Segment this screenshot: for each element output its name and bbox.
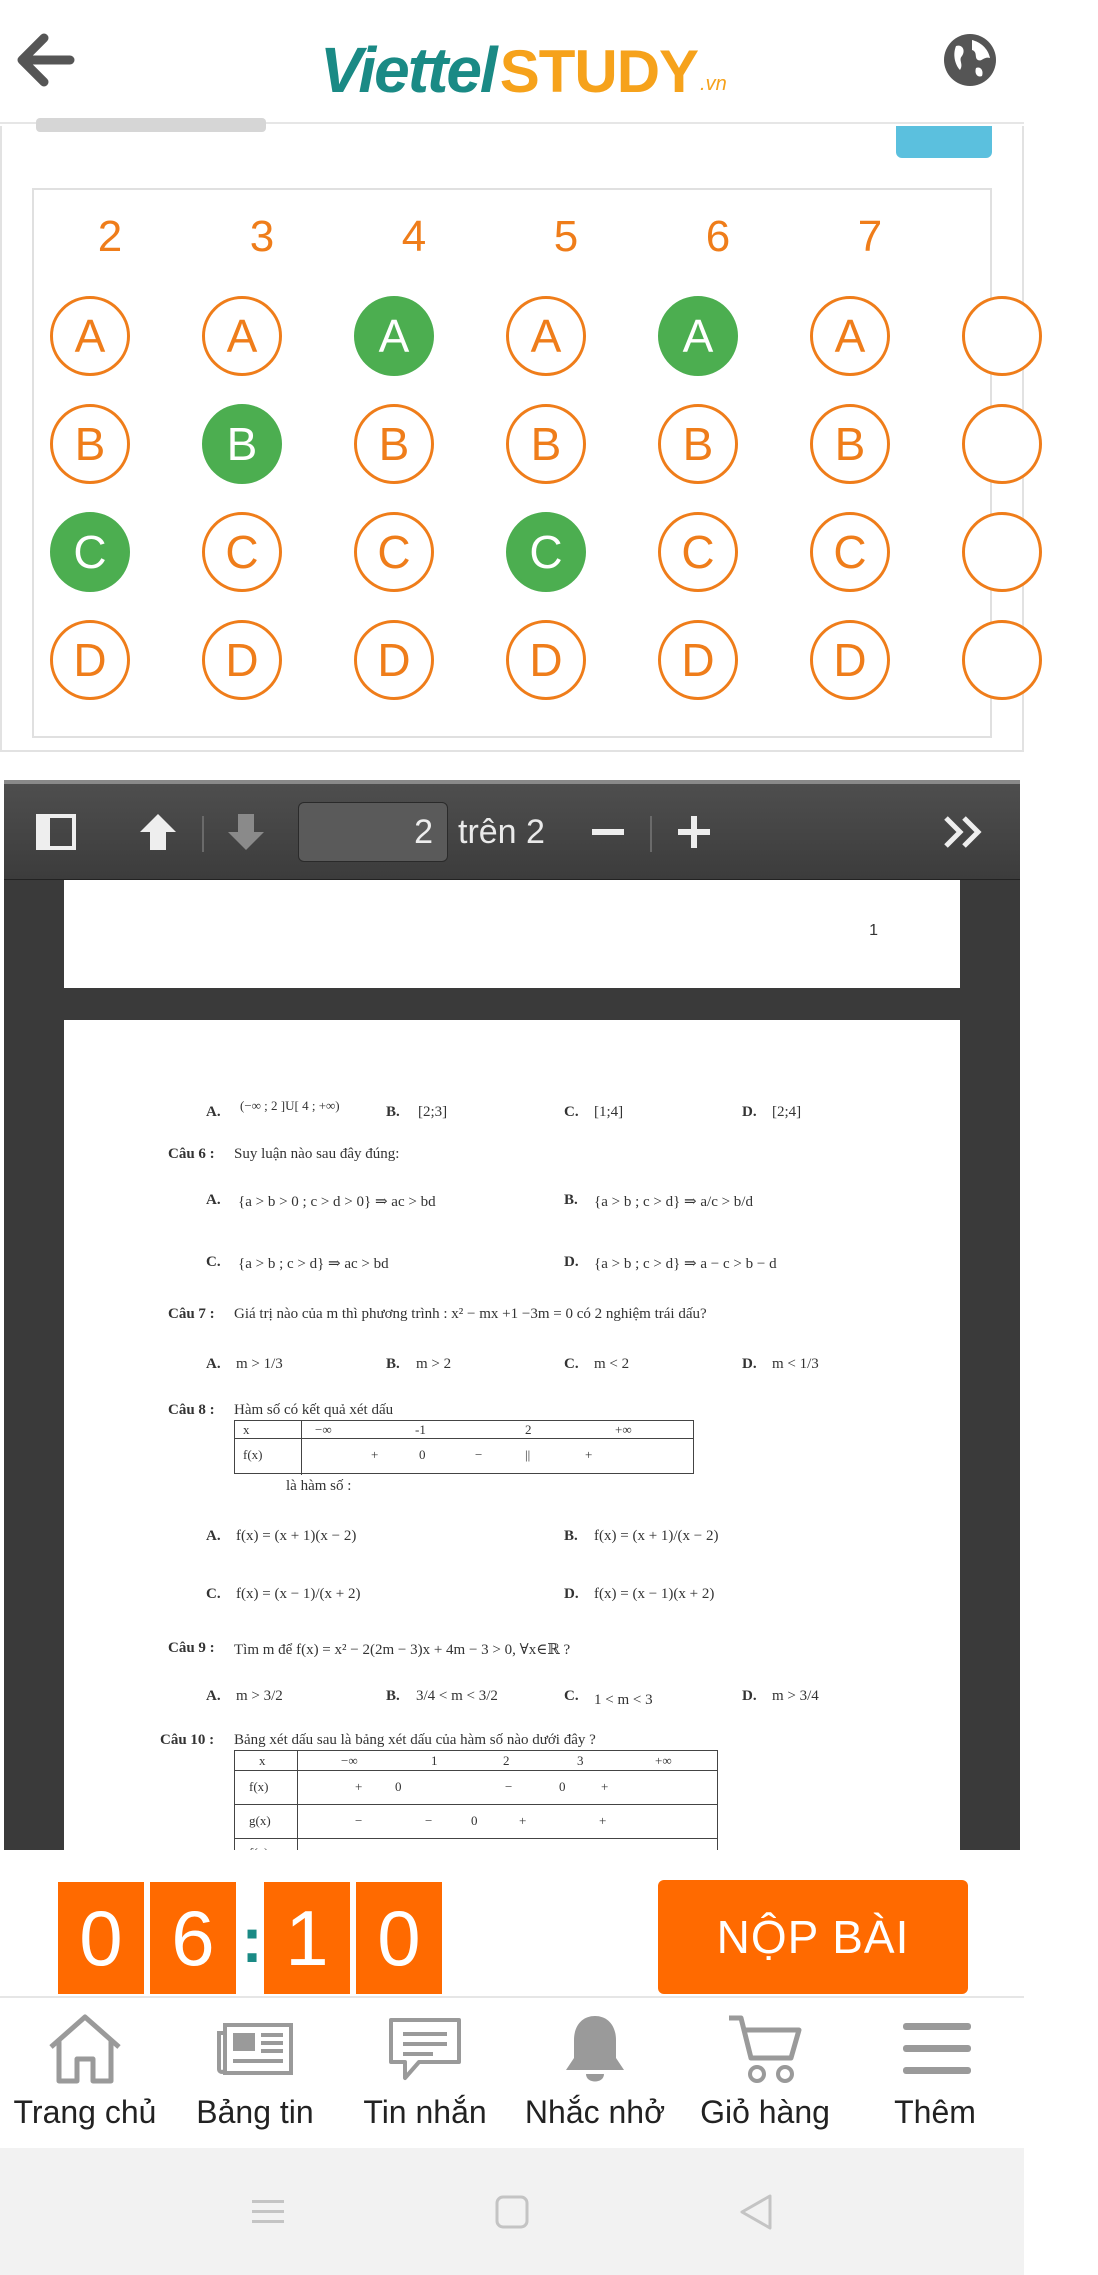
home-icon xyxy=(42,2010,128,2088)
option-label: D. xyxy=(564,1586,579,1602)
question-label: Câu 9 : xyxy=(168,1640,215,1656)
toolbar-separator xyxy=(202,816,204,852)
option-text: f(x) = (x + 1)(x − 2) xyxy=(236,1528,357,1544)
option-text: m > 2 xyxy=(416,1356,452,1372)
nav-item-more[interactable] xyxy=(850,1998,1024,2150)
option-text: m < 1/3 xyxy=(772,1356,819,1372)
nav-label: Thêm xyxy=(894,2094,976,2130)
table-cell: 0 xyxy=(395,1779,402,1794)
answer-option-d[interactable] xyxy=(962,620,1042,700)
pdf-page-2 xyxy=(64,1020,960,1870)
question-text: Tìm m để f(x) = x² − 2(2m − 3)x + 4m − 3 > 0, ∀x∈ℝ ? xyxy=(234,1642,571,1658)
nav-label: Trang chủ xyxy=(13,2094,157,2130)
option-text: 3/4 < m < 3/2 xyxy=(416,1688,498,1704)
table-cell: 2 xyxy=(525,1422,532,1437)
home-square-icon xyxy=(492,2192,532,2232)
sidebar-toggle-button[interactable] xyxy=(26,802,86,862)
option-label: A. xyxy=(206,1192,221,1208)
nav-label: Giỏ hàng xyxy=(700,2094,830,2130)
table-cell: + xyxy=(355,1779,363,1794)
answer-option-b[interactable]: B xyxy=(810,404,890,484)
zoom-out-icon xyxy=(590,814,626,850)
table-cell: + xyxy=(519,1813,527,1828)
option-label: D. xyxy=(742,1104,757,1120)
more-tools-button[interactable] xyxy=(934,802,994,862)
language-button[interactable] xyxy=(938,28,1002,92)
answer-option-a[interactable]: A xyxy=(50,296,130,376)
answer-option-c[interactable]: C xyxy=(810,512,890,592)
option-text: {a > b ; c > d} ⇒ a/c > b/d xyxy=(594,1194,753,1210)
answer-option-d[interactable]: D xyxy=(202,620,282,700)
answer-option-a[interactable] xyxy=(962,296,1042,376)
answer-option-c[interactable]: C xyxy=(50,512,130,592)
recents-icon xyxy=(248,2194,288,2230)
timer-digit: 6 xyxy=(150,1882,236,1994)
table-cell: − xyxy=(355,1813,363,1828)
nav-item-news[interactable] xyxy=(170,1998,340,2150)
table-cell: − xyxy=(505,1779,513,1794)
option-label: B. xyxy=(386,1104,400,1120)
next-page-icon xyxy=(224,810,268,854)
option-label: D. xyxy=(742,1356,757,1372)
question-column xyxy=(642,190,794,740)
answer-option-a[interactable]: A xyxy=(810,296,890,376)
answer-option-a[interactable]: A xyxy=(202,296,282,376)
page-number-label: 1 xyxy=(869,922,878,939)
nav-label: Nhắc nhở xyxy=(524,2094,666,2130)
option-text: m > 3/2 xyxy=(236,1688,283,1704)
table-cell: − xyxy=(475,1447,483,1462)
option-text: m > 1/3 xyxy=(236,1356,283,1372)
option-text: [1;4] xyxy=(594,1104,624,1120)
question-number: 2 xyxy=(97,212,123,261)
answer-option-d[interactable]: D xyxy=(50,620,130,700)
table-cell: x xyxy=(259,1753,266,1768)
option-text: [2;3] xyxy=(418,1104,448,1120)
nav-item-home[interactable] xyxy=(0,1998,170,2150)
globe-icon xyxy=(942,32,998,88)
sign-table xyxy=(234,1420,694,1474)
question-number: 3 xyxy=(249,212,275,261)
submit-button[interactable]: NỘP BÀI xyxy=(658,1880,968,1994)
question-text: Suy luận nào sau đây đúng: xyxy=(234,1146,400,1162)
question-text: Hàm số có kết quả xét dấu xyxy=(234,1402,394,1418)
recents-button[interactable] xyxy=(238,2186,298,2238)
question-column xyxy=(490,190,642,740)
answer-sheet-panel xyxy=(0,126,1024,752)
table-cell: + xyxy=(599,1813,607,1828)
previous-page-icon xyxy=(136,810,180,854)
nav-label: Bảng tin xyxy=(196,2094,314,2130)
option-label: A. xyxy=(206,1104,221,1120)
bottom-navigation xyxy=(0,1996,1024,2148)
timer-digit: 0 xyxy=(356,1882,442,1994)
option-label: C. xyxy=(206,1586,221,1602)
table-cell: f(x) xyxy=(243,1447,263,1462)
pdf-page-1 xyxy=(64,880,960,988)
question-number: 4 xyxy=(401,212,427,261)
zoom-in-icon xyxy=(676,814,712,850)
answer-option-d[interactable]: D xyxy=(506,620,586,700)
pdf-toolbar xyxy=(4,784,1020,880)
back-triangle-icon xyxy=(736,2192,776,2232)
option-label: D. xyxy=(742,1688,757,1704)
answer-option-b[interactable]: B xyxy=(50,404,130,484)
answer-option-c[interactable]: C xyxy=(506,512,586,592)
option-text: f(x) = (x − 1)(x + 2) xyxy=(594,1586,715,1602)
option-text: f(x) = (x + 1)/(x − 2) xyxy=(594,1528,719,1544)
table-cell: 0 xyxy=(419,1447,426,1462)
option-label: D. xyxy=(564,1254,579,1270)
chat-icon xyxy=(382,2010,468,2088)
nav-item-reminders[interactable] xyxy=(510,1998,680,2150)
next-page-button[interactable] xyxy=(216,802,276,862)
option-text: {a > b > 0 ; c > d > 0} ⇒ ac > bd xyxy=(238,1194,436,1210)
option-label: C. xyxy=(564,1356,579,1372)
table-cell: + xyxy=(371,1447,379,1462)
table-cell: − xyxy=(425,1813,433,1828)
table-cell: 0 xyxy=(471,1813,478,1828)
option-text: (−∞ ; 2 ]U[ 4 ; +∞) xyxy=(240,1098,340,1113)
timer-bar xyxy=(0,1850,1024,1996)
nav-label: Tin nhắn xyxy=(363,2094,487,2130)
logo-viettel-text: Viettel xyxy=(320,34,496,106)
table-cell: 2 xyxy=(503,1753,510,1768)
question-text: là hàm số : xyxy=(286,1478,352,1494)
question-label: Câu 8 : xyxy=(168,1402,215,1418)
system-navigation-bar xyxy=(0,2148,1024,2275)
sidebar-toggle-icon xyxy=(36,814,76,850)
table-cell: x xyxy=(243,1422,250,1437)
back-button[interactable] xyxy=(14,28,78,92)
toolbar-separator xyxy=(650,816,652,852)
answer-option-a[interactable]: A xyxy=(658,296,738,376)
timer-separator: : xyxy=(241,1904,263,1976)
table-cell: -1 xyxy=(415,1422,426,1437)
nav-item-messages[interactable] xyxy=(340,1998,510,2150)
page-count-label: trên 2 xyxy=(458,813,545,851)
table-cell: +∞ xyxy=(615,1422,632,1437)
bell-icon xyxy=(552,2010,638,2088)
answer-grid xyxy=(32,188,992,738)
option-text: m > 3/4 xyxy=(772,1688,819,1704)
menu-icon xyxy=(894,2010,980,2088)
question-label: Câu 7 : xyxy=(168,1306,215,1322)
option-text: {a > b ; c > d} ⇒ a − c > b − d xyxy=(594,1256,777,1272)
question-column xyxy=(34,190,186,740)
table-cell: +∞ xyxy=(655,1753,672,1768)
home-square-button[interactable] xyxy=(482,2186,542,2238)
arrow-left-icon xyxy=(18,34,74,86)
option-text: [2;4] xyxy=(772,1104,802,1120)
question-text: Bảng xét dấu sau là bảng xét dấu của hàm số nào dưới đây ? xyxy=(234,1732,596,1748)
table-cell: −∞ xyxy=(341,1753,358,1768)
table-cell: 0 xyxy=(559,1779,566,1794)
option-label: A. xyxy=(206,1356,221,1372)
clipped-title xyxy=(36,118,266,132)
table-cell: 3 xyxy=(577,1753,584,1768)
logo-vn-text: .vn xyxy=(700,73,727,95)
table-cell: + xyxy=(601,1779,609,1794)
answer-option-c[interactable] xyxy=(962,512,1042,592)
table-cell: g(x) xyxy=(249,1813,271,1828)
viettel-study-logo xyxy=(320,22,727,106)
answer-option-c[interactable]: C xyxy=(658,512,738,592)
pdf-viewer xyxy=(4,780,1020,1850)
answer-option-a[interactable]: A xyxy=(506,296,586,376)
answer-option-c[interactable]: C xyxy=(354,512,434,592)
table-cell: −∞ xyxy=(315,1422,332,1437)
answer-option-a[interactable]: A xyxy=(354,296,434,376)
option-label: B. xyxy=(386,1688,400,1704)
newspaper-icon xyxy=(212,2010,298,2088)
question-number: 5 xyxy=(553,212,579,261)
option-label: B. xyxy=(564,1192,578,1208)
page-number-input[interactable]: 2 xyxy=(298,802,448,862)
table-cell: f(x) xyxy=(249,1779,269,1794)
option-label: C. xyxy=(564,1688,579,1704)
clipped-action-button[interactable] xyxy=(896,126,992,158)
option-label: C. xyxy=(564,1104,579,1120)
question-label: Câu 10 : xyxy=(160,1732,215,1748)
question-column xyxy=(338,190,490,740)
option-label: C. xyxy=(206,1254,221,1270)
answer-option-b[interactable]: B xyxy=(506,404,586,484)
app-header xyxy=(0,0,1024,124)
question-column xyxy=(794,190,946,740)
question-number: 7 xyxy=(857,212,883,261)
option-label: A. xyxy=(206,1688,221,1704)
table-cell: + xyxy=(585,1447,593,1462)
question-number: 6 xyxy=(705,212,731,261)
answer-option-b[interactable]: B xyxy=(354,404,434,484)
question-text: Giá trị nào của m thì phương trình : x² − mx +1 −3m = 0 có 2 nghiệm trái dấu? xyxy=(234,1306,707,1322)
table-cell: || xyxy=(525,1447,531,1462)
answer-option-d[interactable]: D xyxy=(354,620,434,700)
answer-option-b[interactable]: B xyxy=(658,404,738,484)
previous-page-button[interactable] xyxy=(128,802,188,862)
option-label: B. xyxy=(386,1356,400,1372)
zoom-in-button[interactable] xyxy=(664,802,724,862)
question-label: Câu 6 : xyxy=(168,1146,215,1162)
back-triangle-button[interactable] xyxy=(726,2186,786,2238)
nav-item-cart[interactable] xyxy=(680,1998,850,2150)
option-text: {a > b ; c > d} ⇒ ac > bd xyxy=(238,1256,389,1272)
question-column xyxy=(186,190,338,740)
option-text: f(x) = (x − 1)/(x + 2) xyxy=(236,1586,361,1602)
cart-icon xyxy=(722,2010,808,2088)
option-label: A. xyxy=(206,1528,221,1544)
question-column-clipped xyxy=(946,190,1098,740)
answer-option-b[interactable]: B xyxy=(202,404,282,484)
timer-digit: 1 xyxy=(264,1882,350,1994)
zoom-out-button[interactable] xyxy=(578,802,638,862)
logo-study-text: STUDY xyxy=(499,38,699,105)
table-cell: 1 xyxy=(431,1753,438,1768)
option-text: m < 2 xyxy=(594,1356,630,1372)
pdf-pages-area[interactable] xyxy=(4,880,1020,1854)
more-tools-icon xyxy=(942,814,986,850)
option-label: B. xyxy=(564,1528,578,1544)
option-text: 1 < m < 3 xyxy=(594,1692,653,1708)
timer-digit: 0 xyxy=(58,1882,144,1994)
answer-option-d[interactable]: D xyxy=(658,620,738,700)
answer-option-c[interactable]: C xyxy=(202,512,282,592)
answer-option-d[interactable]: D xyxy=(810,620,890,700)
answer-option-b[interactable] xyxy=(962,404,1042,484)
